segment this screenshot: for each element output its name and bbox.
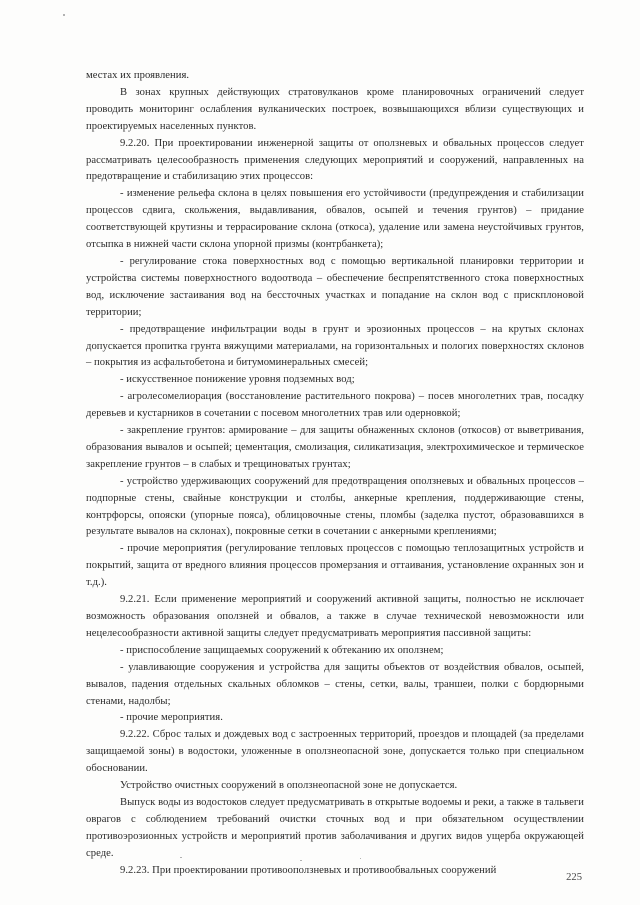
paragraph: - улавливающие сооружения и устройства для защиты объектов от воздействия обвалов, осыпей, вывалов, падения отдельных скальных обломков – стены, сетки, валы, траншеи, полки с бордюрными стенами, надолбы;: [86, 661, 584, 707]
paragraph: 9.2.21. Если применение мероприятий и сооружений активной защиты, полностью не исключает возможность образования оползней и обвалов, а также в случае технической невозможности или нецелесообразности активной защиты следует предусматривать мероприятия пассивной защиты:: [86, 594, 584, 639]
paragraph: 9.2.22. Сброс талых и дождевых вод с застроенных территорий, проездов и площадей (за пределами защищаемой зоны) в водостоки, уложенные в оползнеопасной зоне, допускается только при специальном обосновании.: [86, 729, 584, 775]
paragraph: 9.2.23. При проектировании противооползневых и противообвальных сооружений: [120, 864, 497, 876]
paragraph: - изменение рельефа склона в целях повышения его устойчивости (предупреждения и стабилизации процессов сдвига, скольжения, выдавливания, обвалов, осыпей и течения грунтов) – придание соответствующей крутизны и террасирование склона (откоса), удаление или замена неустойчивых грунтов, отсыпка в нижней части склона упорной призмы (контрбанкета);: [86, 188, 584, 251]
paragraph: Выпуск воды из водостоков следует предусматривать в открытые водоемы и реки, а также в тальвеги оврагов с соблюдением требований очистки сточных вод и при обязательном осуществлении противоэрозионных устройств и мероприятий против заболачивания и других видов ущерба окружающей среде.: [86, 796, 584, 859]
paragraph: - регулирование стока поверхностных вод с помощью вертикальной планировки территории и устройства системы поверхностного водоотвода – обеспечение беспрепятственного стока поверхностных вод, исключение застаивания вод на бессточных участках и попадание на склон вод с прискплоновой территории;: [86, 255, 584, 318]
paragraph: - прочие мероприятия.: [120, 712, 223, 724]
paragraph: - предотвращение инфильтрации воды в грунт и эрозионных процессов – на крутых склонах допускается пропитка грунта вяжущими материалами, на горизонтальных и пологих поверхностях склонов – покрытия из асфальтобетона и битумоминеральных смесей;: [86, 323, 584, 369]
document-body: [86, 68, 584, 880]
paragraph: местах их проявления.: [86, 70, 190, 81]
paragraph: - прочие мероприятия (регулирование тепловых процессов с помощью теплозащитных устройств и покрытий, защита от вредного влияния процессов промерзания и оттаивания, установление охранных зон и т.д.).: [86, 543, 584, 589]
scan-speck: [63, 14, 65, 16]
paragraph: - приспособление защищаемых сооружений к обтеканию их оползнем;: [120, 644, 444, 656]
paragraph: В зонах крупных действующих стратовулканов кроме планировочных ограничений следует проводить мониторинг ослабления вулканических построек, возвышающихся вблизи существующих и проектируемых населенных пунктов.: [86, 86, 584, 132]
page-number: 225: [566, 872, 582, 883]
paragraph: 9.2.20. При проектировании инженерной защиты от оползневых и обвальных процессов следует рассматривать целесообразность применения следующих мероприятий и сооружений, направленных на предотвращение и стабилизацию этих процессов:: [86, 137, 584, 183]
paragraph: Устройство очистных сооружений в оползнеопасной зоне не допускается.: [120, 780, 458, 792]
paragraph: - устройство удерживающих сооружений для предотвращения оползневых и обвальных процессов – подпорные стены, свайные конструкции и столбы, анкерные крепления, поддерживающие стены, контрфорсы, опояски (упорные пояса), облицовочные стены, пломбы (заделка пустот, образовавшихся в результате вывалов на склонах), покровные сетки в сочетании с анкерными креплениями;: [86, 475, 584, 538]
paragraph: - агролесомелиорация (восстановление растительного покрова) – посев многолетних трав, посадку деревьев и кустарников в сочетании с посевом многолетних трав или одерновкой;: [86, 391, 584, 420]
paragraph: - закрепление грунтов: армирование – для защиты обнаженных склонов (откосов) от выветривания, образования вывалов и осыпей; цементация, смолизация, силикатизация, электрохимическое и термическое закрепление грунтов – в слабых и трещиноватых грунтах;: [86, 425, 584, 470]
paragraph: - искусственное понижение уровня подземных вод;: [120, 374, 355, 386]
